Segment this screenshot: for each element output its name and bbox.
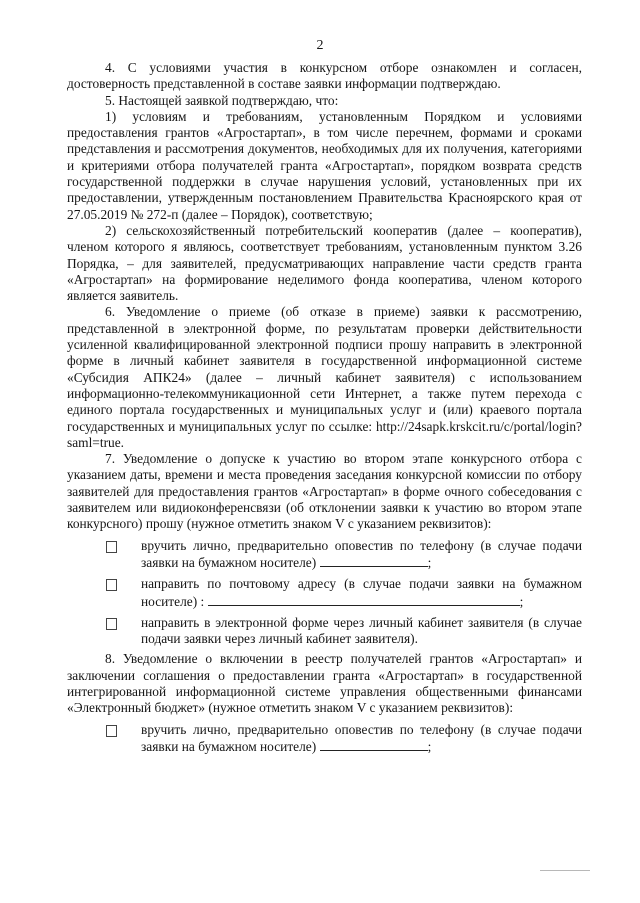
paragraph-5-1: 1) условиям и требованиям, установленным Порядком и условиями предоставления грантов «Агростартап», в том числе перечнем, формами и сроками представления и рассмотрения документов, необходимых для их получения, категориями и критериями отбора получателей гранта «Агростартап», порядком возврата средств государственной поддержки в случае нарушения условий, установленных при их предоставлении, утвержденным постановлением Правительства Красноярского края от 27.05.2019 № 272-п (далее – Порядок), соответствую; <box>67 108 582 222</box>
paragraph-5-2: 2) сельскохозяйственный потребительский кооператив (далее – кооператив), членом которого я являюсь, соответствует требованиям, установленным пунктом 3.26 Порядка, – для заявителей, предусматривающих направление части средств гранта «Агростартап» на формирование неделимого фонда кооператива, членом которого является заявитель. <box>67 222 582 304</box>
option-7-personal-label: вручить лично, предварительно оповестив по телефону (в случае подачи заявки на бумажном носителе) <box>141 537 582 570</box>
option-7-post-label: направить по почтовому адресу (в случае подачи заявки на бумажном носителе) : <box>141 576 582 609</box>
paragraph-6: 6. Уведомление о приеме (об отказе в приеме) заявки к рассмотрению, представленной в электронной форме, по результатам проверки действительности усиленной квалифицированной электронной подписи прошу направить в электронной форме в личный кабинет заявителя в государственной информационной системе «Субсидия АПК24» (далее – личный кабинет заявителя) с использованием информационно-телекоммуникационной сети Интернет, а также путем перехода с единого портала государственных и муниципальных услуг и (или) краевого портала государственных и муниципальных услуг по ссылке: http://24sapk.krskcit.ru/c/portal/login?saml=true. <box>67 304 582 450</box>
blank-8-personal[interactable] <box>320 738 428 751</box>
blank-7-post[interactable] <box>208 593 520 606</box>
option-8-personal-label: вручить лично, предварительно оповестив по телефону (в случае подачи заявки на бумажном носителе) <box>141 721 582 754</box>
option-7-electronic <box>67 615 582 648</box>
option-8-personal: вручить лично, предварительно оповестив по телефону (в случае подачи заявки на бумажном носителе) ; <box>67 722 582 756</box>
checkbox-8-personal[interactable] <box>106 725 117 737</box>
scan-mark <box>540 870 590 871</box>
page-number: 2 <box>316 38 324 53</box>
blank-7-personal[interactable] <box>320 554 428 567</box>
checkbox-7-electronic[interactable] <box>106 618 117 630</box>
option-7-electronic-label: направить в электронной форме через личный кабинет заявителя (в случае подачи заявки через личный кабинет заявителя). <box>141 614 582 647</box>
option-7-personal: вручить лично, предварительно оповестив по телефону (в случае подачи заявки на бумажном носителе) ; <box>67 538 582 572</box>
paragraph-8: 8. Уведомление о включении в реестр получателей грантов «Агростартап» и заключении соглашения о предоставлении гранта «Агростартап» в государственной интегрированной информационной системе управления общественными финансами «Электронный бюджет» (нужное отметить знаком V с указанием реквизитов): <box>67 651 582 716</box>
paragraph-4: 4. С условиями участия в конкурсном отборе ознакомлен и согласен, достоверность представленной в составе заявки информации подтверждаю. <box>67 60 582 92</box>
document-body <box>67 60 582 755</box>
checkbox-7-personal[interactable] <box>106 541 117 553</box>
option-7-post: направить по почтовому адресу (в случае подачи заявки на бумажном носителе) : ; <box>67 576 582 610</box>
paragraph-7: 7. Уведомление о допуске к участию во втором этапе конкурсного отбора с указанием даты, времени и места проведения заседания конкурсной комиссии по отбору заявителей для предоставления грантов «Агростартап» в форме очного собеседования с заявителем или видиоконференсвязи (об отклонении заявки к участию во втором этапе конкурсного) прошу (нужное отметить знаком V с указанием реквизитов): <box>67 451 582 532</box>
paragraph-5: 5. Настоящей заявкой подтверждаю, что: <box>105 92 339 108</box>
checkbox-7-post[interactable] <box>106 579 117 591</box>
